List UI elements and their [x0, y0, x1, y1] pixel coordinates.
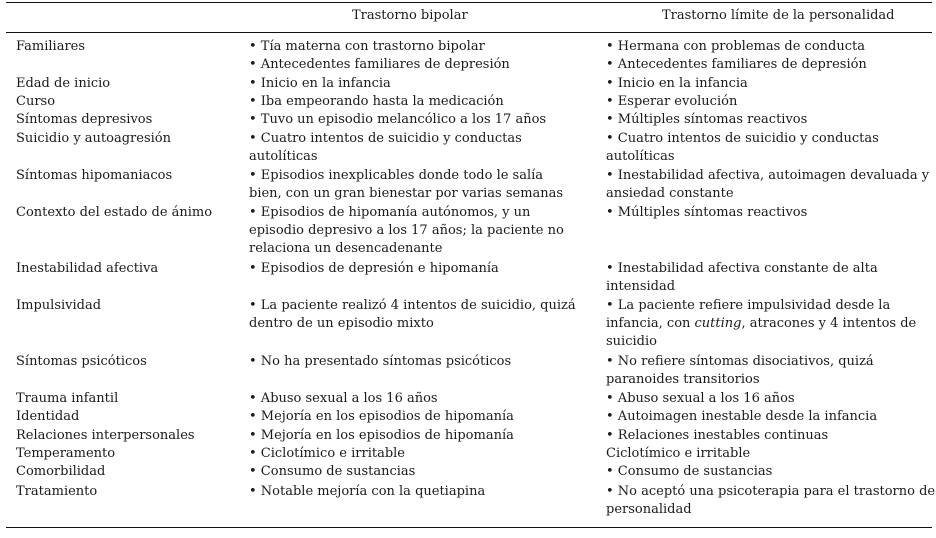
- row-label: Trauma infantil: [16, 391, 119, 406]
- row-label: Identidad: [16, 409, 80, 424]
- limite-cutting-term: cutting: [694, 316, 742, 332]
- limite-cell: • Esperar evolución: [606, 94, 738, 109]
- row-label: Síntomas depresivos: [16, 112, 153, 127]
- limite-cell: • Abuso sexual a los 16 años: [606, 391, 795, 406]
- limite-cell: • Múltiples síntomas reactivos: [606, 112, 808, 127]
- table-header-rule: [6, 32, 932, 33]
- limite-cell: • No refiere síntomas disociativos, quizá paranoides transitorios: [606, 354, 874, 388]
- row-label: Tratamiento: [16, 484, 98, 499]
- row-label: Síntomas hipomaniacos: [16, 168, 173, 183]
- bipolar-cell: • La paciente realizó 4 intentos de suicidio, quizá dentro de un episodio mixto: [249, 298, 576, 332]
- bipolar-cell: • Abuso sexual a los 16 años: [249, 391, 438, 406]
- bipolar-cell: • Antecedentes familiares de depresión: [249, 57, 510, 72]
- bipolar-cell: • No ha presentado síntomas psicóticos: [249, 354, 512, 369]
- limite-cell: • Hermana con problemas de conducta: [606, 39, 865, 54]
- bipolar-cell: • Consumo de sustancias: [249, 464, 416, 479]
- column-header-bipolar: Trastorno bipolar: [352, 8, 468, 23]
- row-label: Inestabilidad afectiva: [16, 261, 159, 276]
- bipolar-cell: • Episodios de hipomanía autónomos, y un episodio depresivo a los 17 años; la paciente no relaciona un desencadenante: [249, 205, 564, 257]
- limite-cell: • Relaciones inestables continuas: [606, 428, 829, 443]
- bipolar-cell: • Iba empeorando hasta la medicación: [249, 94, 504, 109]
- row-label: Contexto del estado de ánimo: [16, 205, 213, 220]
- limite-cell: Ciclotímico e irritable: [606, 446, 751, 461]
- limite-cell: • Inicio en la infancia: [606, 76, 748, 91]
- bipolar-cell: • Mejoría en los episodios de hipomanía: [249, 409, 514, 424]
- bipolar-cell: • Ciclotímico e irritable: [249, 446, 405, 461]
- row-label: Síntomas psicóticos: [16, 354, 147, 369]
- column-header-limite: Trastorno límite de la personalidad: [662, 8, 895, 23]
- row-label: Impulsividad: [16, 298, 102, 313]
- row-label: Suicidio y autoagresión: [16, 131, 171, 146]
- row-label: Relaciones interpersonales: [16, 428, 195, 443]
- limite-cell: • Múltiples síntomas reactivos: [606, 205, 808, 220]
- limite-cell: • Cuatro intentos de suicidio y conductas autolíticas: [606, 131, 879, 165]
- table-bottom-rule: [6, 527, 932, 528]
- bipolar-cell: • Episodios inexplicables donde todo le salía bien, con un gran bienestar por varias semanas: [249, 168, 564, 202]
- limite-cell: [606, 297, 931, 352]
- limite-cell: • Consumo de sustancias: [606, 464, 773, 479]
- limite-text-b: , atracones y 4 intentos de suicidio: [606, 316, 917, 350]
- bipolar-cell: • Cuatro intentos de suicidio y conductas autolíticas: [249, 131, 522, 165]
- bipolar-cell: • Tuvo un episodio melancólico a los 17 años: [249, 112, 547, 127]
- limite-text-a: • La paciente refiere impulsividad desde la infancia, con: [606, 298, 891, 332]
- row-label: Edad de inicio: [16, 76, 111, 91]
- limite-cell: • Antecedentes familiares de depresión: [606, 57, 867, 72]
- bipolar-cell: • Mejoría en los episodios de hipomanía: [249, 428, 514, 443]
- bipolar-cell: • Tía materna con trastorno bipolar: [249, 39, 485, 54]
- bipolar-cell: • Episodios de depresión e hipomanía: [249, 261, 499, 276]
- limite-cell: • Autoimagen inestable desde la infancia: [606, 409, 878, 424]
- table-top-rule: [6, 2, 932, 3]
- limite-cell: • No aceptó una psicoterapia para el trastorno de personalidad: [606, 484, 936, 518]
- row-label: Temperamento: [16, 446, 116, 461]
- row-label: Curso: [16, 94, 56, 109]
- row-label: Comorbilidad: [16, 464, 106, 479]
- bipolar-cell: • Notable mejoría con la quetiapina: [249, 484, 486, 499]
- limite-cell: • Inestabilidad afectiva constante de alta intensidad: [606, 261, 878, 295]
- limite-cell: • Inestabilidad afectiva, autoimagen devaluada y ansiedad constante: [606, 168, 930, 202]
- row-label: Familiares: [16, 39, 86, 54]
- bipolar-cell: • Inicio en la infancia: [249, 76, 391, 91]
